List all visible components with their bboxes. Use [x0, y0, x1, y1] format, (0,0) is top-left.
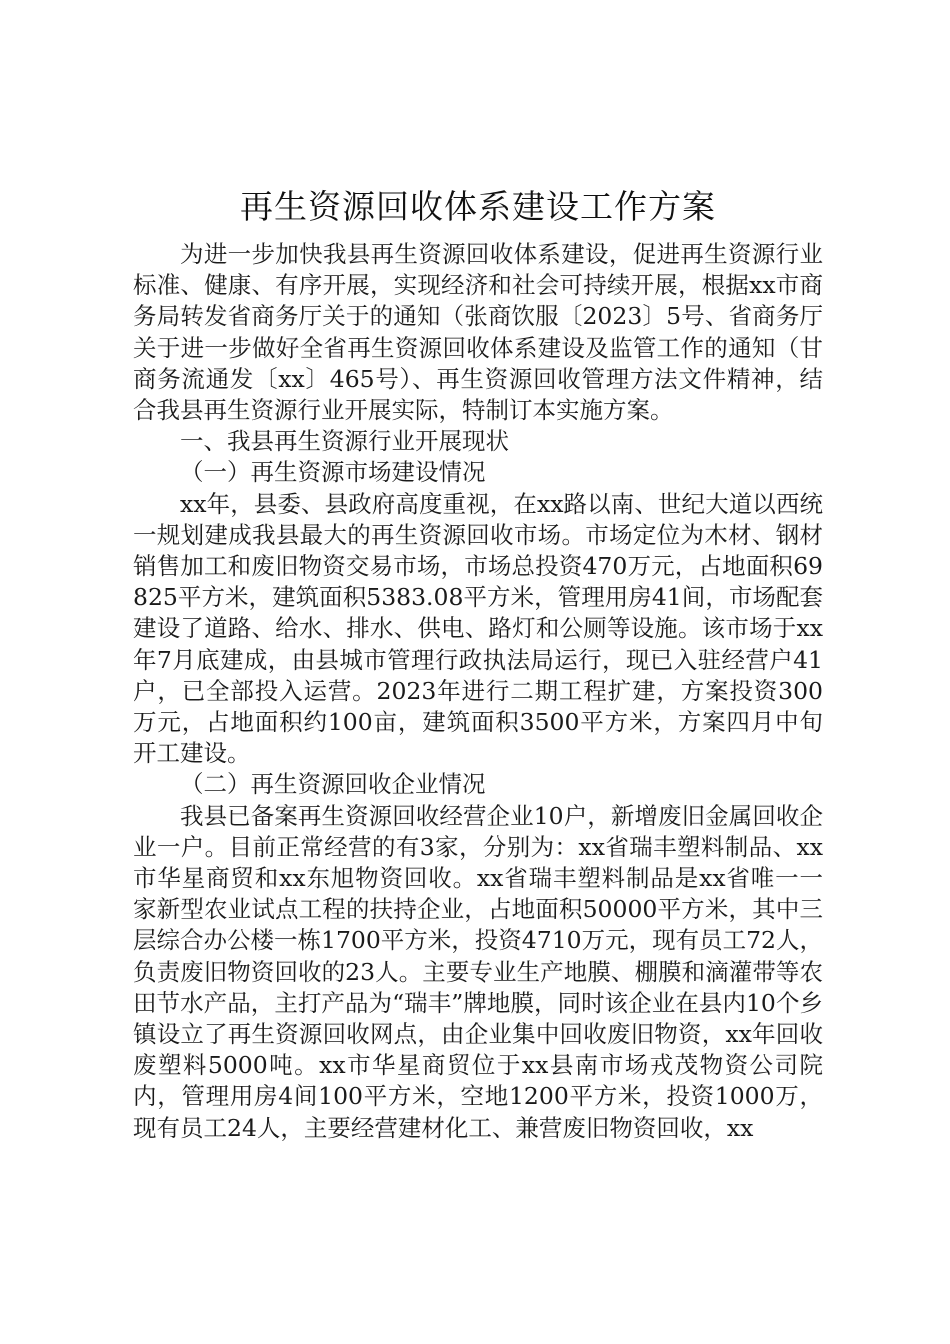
- market-construction-paragraph: xx年，县委、县政府高度重视，在xx路以南、世纪大道以西统一规划建成我县最大的再生资源回收市场。市场定位为木材、钢材销售加工和废旧物资交易市场，市场总投资470万元，占地面积69825平方米，建筑面积5383.08平方米，管理用房41间，市场配套建设了道路、给水、排水、供电、路灯和公厕等设施。该市场于xx年7月底建成，由县城市管理行政执法局运行，现已入驻经营户41户，已全部投入运营。2023年进行二期工程扩建，方案投资300万元，占地面积约100亩，建筑面积3500平方米，方案四月中旬开工建设。: [133, 489, 823, 768]
- document-body: [133, 185, 823, 1144]
- subsection-heading-1: （一）再生资源市场建设情况: [180, 458, 486, 487]
- subsection-heading-2: （二）再生资源回收企业情况: [180, 770, 486, 799]
- intro-paragraph: 为进一步加快我县再生资源回收体系建设，促进再生资源行业标准、健康、有序开展，实现经济和社会可持续开展，根据xx市商务局转发省商务厅关于的通知（张商饮服〔2023〕5号、省商务厅关于进一步做好全省再生资源回收体系建设及监管工作的通知（甘商务流通发〔xx〕465号）、再生资源回收管理方法文件精神，结合我县再生资源行业开展实际，特制订本实施方案。: [133, 240, 823, 425]
- recycling-enterprises-paragraph: 我县已备案再生资源回收经营企业10户，新增废旧金属回收企业一户。目前正常经营的有3家，分别为：xx省瑞丰塑料制品、xx市华星商贸和xx东旭物资回收。xx省瑞丰塑料制品是xx省唯一一家新型农业试点工程的扶持企业，占地面积50000平方米，其中三层综合办公楼一栋1700平方米，投资4710万元，现有员工72人，负责废旧物资回收的23人。主要专业生产地膜、棚膜和滴灌带等农田节水产品，主打产品为“瑞丰”牌地膜，同时该企业在县内10个乡镇设立了再生资源回收网点，由企业集中回收废旧物资，xx年回收废塑料5000吨。xx市华星商贸位于xx县南市场戎茂物资公司院内，管理用房4间100平方米，空地1200平方米，投资1000万，现有员工24人，主要经营建材化工、兼营废旧物资回收，xx: [133, 801, 824, 1142]
- document-title: 再生资源回收体系建设工作方案: [240, 187, 716, 226]
- section-heading-1: 一、我县再生资源行业开展现状: [180, 427, 509, 456]
